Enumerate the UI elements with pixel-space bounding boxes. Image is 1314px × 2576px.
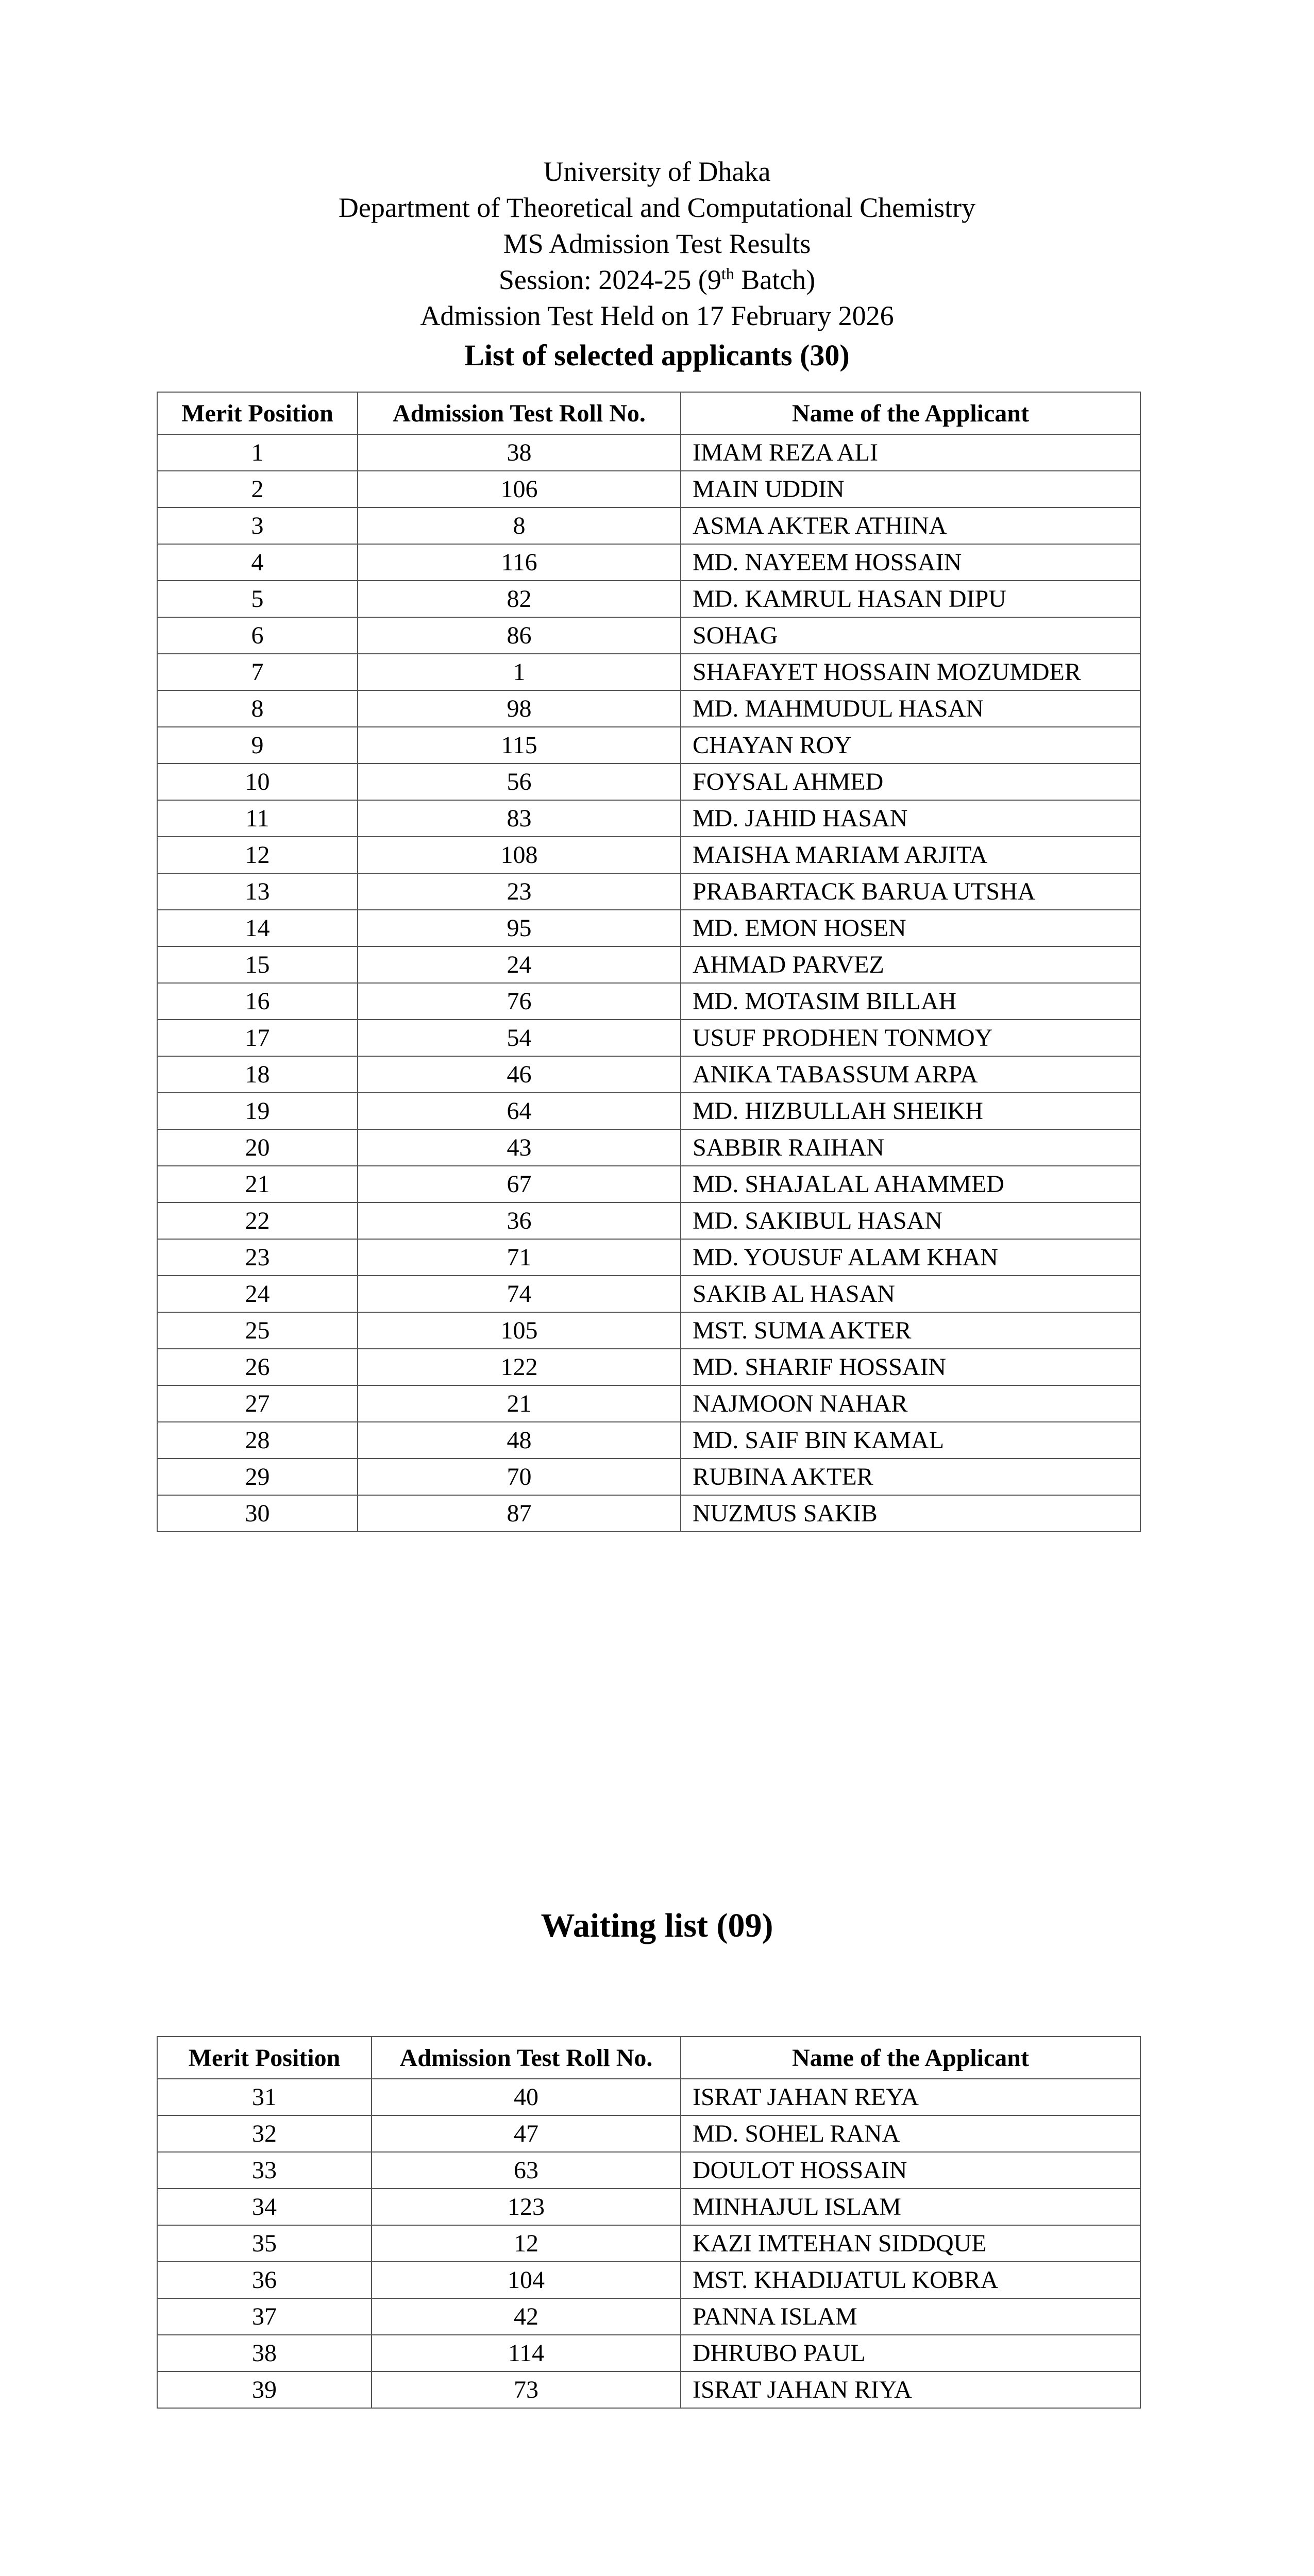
waiting-table-body xyxy=(157,2079,1140,2408)
applicant-name-cell: MST. KHADIJATUL KOBRA xyxy=(681,2262,1140,2298)
applicant-name-cell: SHAFAYET HOSSAIN MOZUMDER xyxy=(681,654,1140,690)
table-row xyxy=(157,800,1140,837)
roll-number-cell: 36 xyxy=(358,1202,681,1239)
applicant-name-cell: MD. JAHID HASAN xyxy=(681,800,1140,837)
session-line xyxy=(0,262,1314,298)
roll-number-cell: 56 xyxy=(358,764,681,800)
merit-position-cell: 23 xyxy=(157,1239,358,1276)
applicant-name-cell: USUF PRODHEN TONMOY xyxy=(681,1020,1140,1056)
table-row xyxy=(157,1385,1140,1422)
table-row xyxy=(157,1202,1140,1239)
column-header-name: Name of the Applicant xyxy=(681,392,1140,434)
merit-position-cell: 24 xyxy=(157,1276,358,1312)
merit-position-cell: 30 xyxy=(157,1495,358,1532)
roll-number-cell: 115 xyxy=(358,727,681,764)
applicant-name-cell: FOYSAL AHMED xyxy=(681,764,1140,800)
merit-position-cell: 10 xyxy=(157,764,358,800)
applicant-name-cell: SAKIB AL HASAN xyxy=(681,1276,1140,1312)
department-name: Department of Theoretical and Computational Chemistry xyxy=(338,192,976,223)
applicant-name-cell: MAIN UDDIN xyxy=(681,471,1140,507)
applicant-name-cell: MST. SUMA AKTER xyxy=(681,1312,1140,1349)
table-row xyxy=(157,1166,1140,1202)
applicant-name-cell: MD. KAMRUL HASAN DIPU xyxy=(681,581,1140,617)
table-row xyxy=(157,1056,1140,1093)
roll-number-cell: 63 xyxy=(372,2152,681,2189)
document-header xyxy=(0,154,1314,334)
roll-number-cell: 95 xyxy=(358,910,681,946)
merit-position-cell: 8 xyxy=(157,690,358,727)
table-row xyxy=(157,1495,1140,1532)
table-row xyxy=(157,507,1140,544)
table-row xyxy=(157,1239,1140,1276)
roll-number-cell: 1 xyxy=(358,654,681,690)
table-row xyxy=(157,2298,1140,2335)
column-header-merit: Merit Position xyxy=(157,2037,372,2079)
merit-position-cell: 6 xyxy=(157,617,358,654)
merit-position-cell: 36 xyxy=(157,2262,372,2298)
table-row xyxy=(157,983,1140,1020)
merit-position-cell: 2 xyxy=(157,471,358,507)
applicant-name-cell: ISRAT JAHAN RIYA xyxy=(681,2371,1140,2408)
table-row xyxy=(157,544,1140,581)
merit-position-cell: 16 xyxy=(157,983,358,1020)
roll-number-cell: 12 xyxy=(372,2225,681,2262)
applicant-name-cell: MD. HIZBULLAH SHEIKH xyxy=(681,1093,1140,1129)
column-header-roll: Admission Test Roll No. xyxy=(372,2037,681,2079)
applicant-name-cell: MD. NAYEEM HOSSAIN xyxy=(681,544,1140,581)
merit-position-cell: 15 xyxy=(157,946,358,983)
merit-position-cell: 31 xyxy=(157,2079,372,2115)
merit-position-cell: 26 xyxy=(157,1349,358,1385)
roll-number-cell: 86 xyxy=(358,617,681,654)
roll-number-cell: 105 xyxy=(358,1312,681,1349)
session-superscript: th xyxy=(721,264,734,283)
table-header-row xyxy=(157,2037,1140,2079)
roll-number-cell: 23 xyxy=(358,873,681,910)
table-row xyxy=(157,2189,1140,2225)
table-row xyxy=(157,1129,1140,1166)
roll-number-cell: 24 xyxy=(358,946,681,983)
merit-position-cell: 7 xyxy=(157,654,358,690)
applicant-name-cell: MD. SAIF BIN KAMAL xyxy=(681,1422,1140,1459)
roll-number-cell: 38 xyxy=(358,434,681,471)
column-header-name: Name of the Applicant xyxy=(681,2037,1140,2079)
merit-position-cell: 35 xyxy=(157,2225,372,2262)
roll-number-cell: 43 xyxy=(358,1129,681,1166)
applicant-name-cell: MD. YOUSUF ALAM KHAN xyxy=(681,1239,1140,1276)
roll-number-cell: 83 xyxy=(358,800,681,837)
table-row xyxy=(157,1093,1140,1129)
roll-number-cell: 114 xyxy=(372,2335,681,2371)
merit-position-cell: 34 xyxy=(157,2189,372,2225)
roll-number-cell: 76 xyxy=(358,983,681,1020)
applicant-name-cell: SABBIR RAIHAN xyxy=(681,1129,1140,1166)
roll-number-cell: 82 xyxy=(358,581,681,617)
merit-position-cell: 21 xyxy=(157,1166,358,1202)
merit-position-cell: 19 xyxy=(157,1093,358,1129)
merit-position-cell: 9 xyxy=(157,727,358,764)
table-row xyxy=(157,2335,1140,2371)
exam-title: MS Admission Test Results xyxy=(503,228,811,259)
applicant-name-cell: MD. SHAJALAL AHAMMED xyxy=(681,1166,1140,1202)
roll-number-cell: 123 xyxy=(372,2189,681,2225)
merit-position-cell: 1 xyxy=(157,434,358,471)
applicant-name-cell: PRABARTACK BARUA UTSHA xyxy=(681,873,1140,910)
merit-position-cell: 20 xyxy=(157,1129,358,1166)
table-row xyxy=(157,581,1140,617)
roll-number-cell: 64 xyxy=(358,1093,681,1129)
table-row xyxy=(157,2079,1140,2115)
applicant-name-cell: MD. EMON HOSEN xyxy=(681,910,1140,946)
merit-position-cell: 5 xyxy=(157,581,358,617)
table-row xyxy=(157,1020,1140,1056)
applicant-name-cell: AHMAD PARVEZ xyxy=(681,946,1140,983)
roll-number-cell: 21 xyxy=(358,1385,681,1422)
roll-number-cell: 46 xyxy=(358,1056,681,1093)
merit-position-cell: 33 xyxy=(157,2152,372,2189)
roll-number-cell: 71 xyxy=(358,1239,681,1276)
merit-position-cell: 25 xyxy=(157,1312,358,1349)
table-row xyxy=(157,2152,1140,2189)
selected-applicants-table xyxy=(157,392,1141,1532)
table-row xyxy=(157,617,1140,654)
applicant-name-cell: DOULOT HOSSAIN xyxy=(681,2152,1140,2189)
column-header-roll: Admission Test Roll No. xyxy=(358,392,681,434)
applicant-name-cell: MD. MAHMUDUL HASAN xyxy=(681,690,1140,727)
table-row xyxy=(157,873,1140,910)
applicant-name-cell: MD. MOTASIM BILLAH xyxy=(681,983,1140,1020)
roll-number-cell: 106 xyxy=(358,471,681,507)
session-suffix: Batch) xyxy=(734,264,816,295)
table-row xyxy=(157,1422,1140,1459)
applicant-name-cell: NUZMUS SAKIB xyxy=(681,1495,1140,1532)
table-row xyxy=(157,837,1140,873)
test-date: Admission Test Held on 17 February 2026 xyxy=(420,300,894,331)
waiting-list-title: Waiting list (09) xyxy=(541,1907,773,1944)
applicant-name-cell: PANNA ISLAM xyxy=(681,2298,1140,2335)
merit-position-cell: 32 xyxy=(157,2115,372,2152)
applicant-name-cell: RUBINA AKTER xyxy=(681,1459,1140,1495)
table-row xyxy=(157,690,1140,727)
applicant-name-cell: MD. SAKIBUL HASAN xyxy=(681,1202,1140,1239)
applicant-name-cell: CHAYAN ROY xyxy=(681,727,1140,764)
applicant-name-cell: ANIKA TABASSUM ARPA xyxy=(681,1056,1140,1093)
applicant-name-cell: MD. SOHEL RANA xyxy=(681,2115,1140,2152)
merit-position-cell: 29 xyxy=(157,1459,358,1495)
merit-position-cell: 4 xyxy=(157,544,358,581)
roll-number-cell: 73 xyxy=(372,2371,681,2408)
table-row xyxy=(157,764,1140,800)
merit-position-cell: 22 xyxy=(157,1202,358,1239)
table-row xyxy=(157,1276,1140,1312)
university-name: University of Dhaka xyxy=(543,156,771,187)
merit-position-cell: 37 xyxy=(157,2298,372,2335)
roll-number-cell: 48 xyxy=(358,1422,681,1459)
merit-position-cell: 13 xyxy=(157,873,358,910)
roll-number-cell: 87 xyxy=(358,1495,681,1532)
applicant-name-cell: KAZI IMTEHAN SIDDQUE xyxy=(681,2225,1140,2262)
merit-position-cell: 38 xyxy=(157,2335,372,2371)
table-row xyxy=(157,727,1140,764)
roll-number-cell: 40 xyxy=(372,2079,681,2115)
applicant-name-cell: ISRAT JAHAN REYA xyxy=(681,2079,1140,2115)
table-row xyxy=(157,946,1140,983)
table-row xyxy=(157,1459,1140,1495)
roll-number-cell: 104 xyxy=(372,2262,681,2298)
table-row xyxy=(157,654,1140,690)
table-row xyxy=(157,1349,1140,1385)
merit-position-cell: 18 xyxy=(157,1056,358,1093)
table-row xyxy=(157,471,1140,507)
roll-number-cell: 74 xyxy=(358,1276,681,1312)
applicant-name-cell: DHRUBO PAUL xyxy=(681,2335,1140,2371)
merit-position-cell: 12 xyxy=(157,837,358,873)
table-row xyxy=(157,434,1140,471)
table-row xyxy=(157,2115,1140,2152)
applicant-name-cell: SOHAG xyxy=(681,617,1140,654)
table-row xyxy=(157,2262,1140,2298)
merit-position-cell: 14 xyxy=(157,910,358,946)
merit-position-cell: 28 xyxy=(157,1422,358,1459)
session-prefix: Session: 2024-25 (9 xyxy=(498,264,721,295)
roll-number-cell: 70 xyxy=(358,1459,681,1495)
column-header-merit: Merit Position xyxy=(157,392,358,434)
roll-number-cell: 54 xyxy=(358,1020,681,1056)
roll-number-cell: 108 xyxy=(358,837,681,873)
table-row xyxy=(157,2371,1140,2408)
merit-position-cell: 11 xyxy=(157,800,358,837)
roll-number-cell: 98 xyxy=(358,690,681,727)
roll-number-cell: 42 xyxy=(372,2298,681,2335)
merit-position-cell: 17 xyxy=(157,1020,358,1056)
applicant-name-cell: MINHAJUL ISLAM xyxy=(681,2189,1140,2225)
applicant-name-cell: IMAM REZA ALI xyxy=(681,434,1140,471)
table-row xyxy=(157,2225,1140,2262)
selected-list-title: List of selected applicants (30) xyxy=(464,338,850,372)
applicant-name-cell: MD. SHARIF HOSSAIN xyxy=(681,1349,1140,1385)
applicant-name-cell: ASMA AKTER ATHINA xyxy=(681,507,1140,544)
table-row xyxy=(157,910,1140,946)
merit-position-cell: 27 xyxy=(157,1385,358,1422)
roll-number-cell: 122 xyxy=(358,1349,681,1385)
waiting-list-table xyxy=(157,2036,1141,2409)
applicant-name-cell: MAISHA MARIAM ARJITA xyxy=(681,837,1140,873)
roll-number-cell: 47 xyxy=(372,2115,681,2152)
applicant-name-cell: NAJMOON NAHAR xyxy=(681,1385,1140,1422)
selected-table-body xyxy=(157,434,1140,1532)
roll-number-cell: 8 xyxy=(358,507,681,544)
table-row xyxy=(157,1312,1140,1349)
merit-position-cell: 3 xyxy=(157,507,358,544)
table-header-row xyxy=(157,392,1140,434)
merit-position-cell: 39 xyxy=(157,2371,372,2408)
roll-number-cell: 116 xyxy=(358,544,681,581)
roll-number-cell: 67 xyxy=(358,1166,681,1202)
